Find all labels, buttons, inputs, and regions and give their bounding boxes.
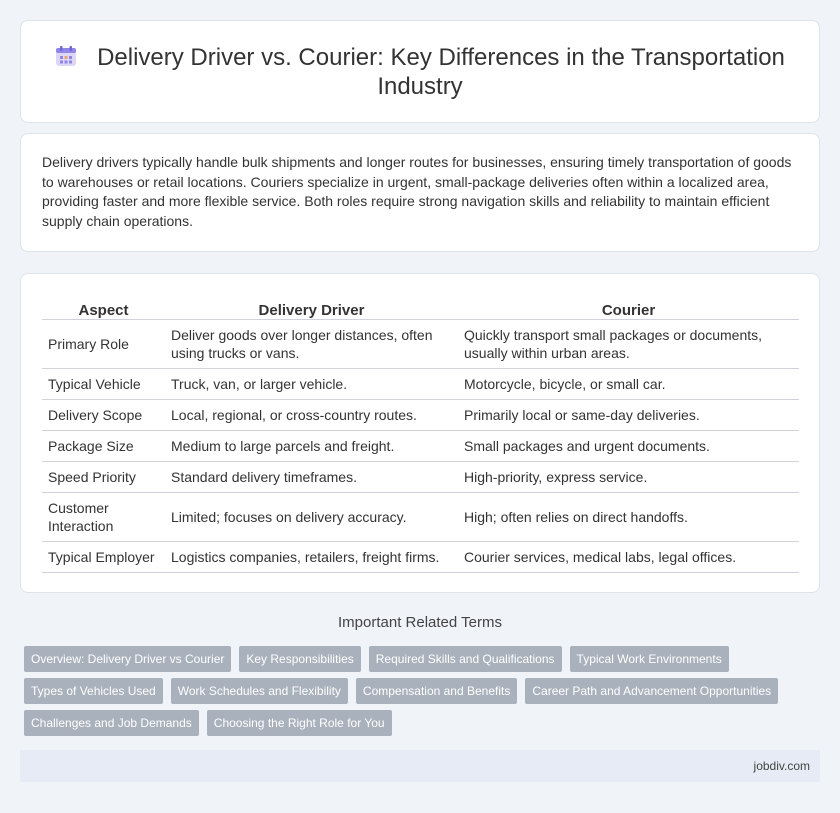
- row-aspect: Customer Interaction: [42, 492, 165, 541]
- tag-career-path[interactable]: Career Path and Advancement Opportunities: [525, 678, 778, 704]
- row-aspect: Typical Employer: [42, 541, 165, 572]
- row-delivery-driver: Medium to large parcels and freight.: [165, 430, 458, 461]
- table-row: [42, 430, 799, 461]
- tag-required-skills[interactable]: Required Skills and Qualifications: [369, 646, 562, 672]
- row-aspect: Primary Role: [42, 319, 165, 368]
- tag-compensation[interactable]: Compensation and Benefits: [356, 678, 517, 704]
- page-title-wrap: [21, 43, 819, 101]
- calendar-icon: [55, 45, 77, 67]
- table-row: [42, 399, 799, 430]
- tag-work-schedules[interactable]: Work Schedules and Flexibility: [171, 678, 348, 704]
- row-delivery-driver: Local, regional, or cross-country routes.: [165, 399, 458, 430]
- row-courier: Quickly transport small packages or documents, usually within urban areas.: [458, 319, 799, 368]
- footer: [20, 750, 820, 782]
- row-delivery-driver: Logistics companies, retailers, freight firms.: [165, 541, 458, 572]
- row-courier: Courier services, medical labs, legal offices.: [458, 541, 799, 572]
- table-row: [42, 541, 799, 572]
- comparison-table-card: [20, 273, 820, 593]
- table-row: [42, 492, 799, 541]
- intro-text: Delivery drivers typically handle bulk shipments and longer routes for businesses, ensuring timely transportation of goods to warehouses or retail locations. Couriers specialize in urgent, small-package deliveries often within a localized area, providing faster and more flexible service. Both roles require strong navigation skills and reliability to maintain efficient supply chain operations.: [42, 154, 792, 229]
- header-courier: Courier: [458, 297, 799, 319]
- tag-challenges[interactable]: Challenges and Job Demands: [24, 710, 199, 736]
- tag-row: [24, 710, 824, 736]
- tag-row: [24, 678, 824, 704]
- tag-vehicle-types[interactable]: Types of Vehicles Used: [24, 678, 163, 704]
- table-header-row: [42, 297, 799, 319]
- row-delivery-driver: Truck, van, or larger vehicle.: [165, 368, 458, 399]
- table-row: [42, 368, 799, 399]
- row-aspect: Delivery Scope: [42, 399, 165, 430]
- row-courier: Primarily local or same-day deliveries.: [458, 399, 799, 430]
- row-aspect: Package Size: [42, 430, 165, 461]
- row-delivery-driver: Limited; focuses on delivery accuracy.: [165, 492, 458, 541]
- tag-choosing-role[interactable]: Choosing the Right Role for You: [207, 710, 392, 736]
- comparison-table: [42, 297, 799, 573]
- header-aspect: Aspect: [42, 297, 165, 319]
- title-card: [20, 20, 820, 123]
- table-row: [42, 319, 799, 368]
- row-courier: Small packages and urgent documents.: [458, 430, 799, 461]
- row-courier: High; often relies on direct handoffs.: [458, 492, 799, 541]
- tag-key-responsibilities[interactable]: Key Responsibilities: [239, 646, 360, 672]
- header-delivery-driver: Delivery Driver: [165, 297, 458, 319]
- intro-card: [20, 133, 820, 252]
- related-terms-title: Important Related Terms: [338, 614, 502, 631]
- row-aspect: Typical Vehicle: [42, 368, 165, 399]
- tag-work-environments[interactable]: Typical Work Environments: [570, 646, 729, 672]
- row-courier: High-priority, express service.: [458, 461, 799, 492]
- tag-row: [24, 646, 824, 672]
- tag-overview[interactable]: Overview: Delivery Driver vs Courier: [24, 646, 231, 672]
- row-delivery-driver: Standard delivery timeframes.: [165, 461, 458, 492]
- row-aspect: Speed Priority: [42, 461, 165, 492]
- row-delivery-driver: Deliver goods over longer distances, often using trucks or vans.: [165, 319, 458, 368]
- footer-site-link[interactable]: jobdiv.com: [753, 759, 810, 773]
- page-title: Delivery Driver vs. Courier: Key Differences in the Transportation Industry: [97, 44, 785, 100]
- table-row: [42, 461, 799, 492]
- related-terms-tags: [24, 646, 824, 742]
- row-courier: Motorcycle, bicycle, or small car.: [458, 368, 799, 399]
